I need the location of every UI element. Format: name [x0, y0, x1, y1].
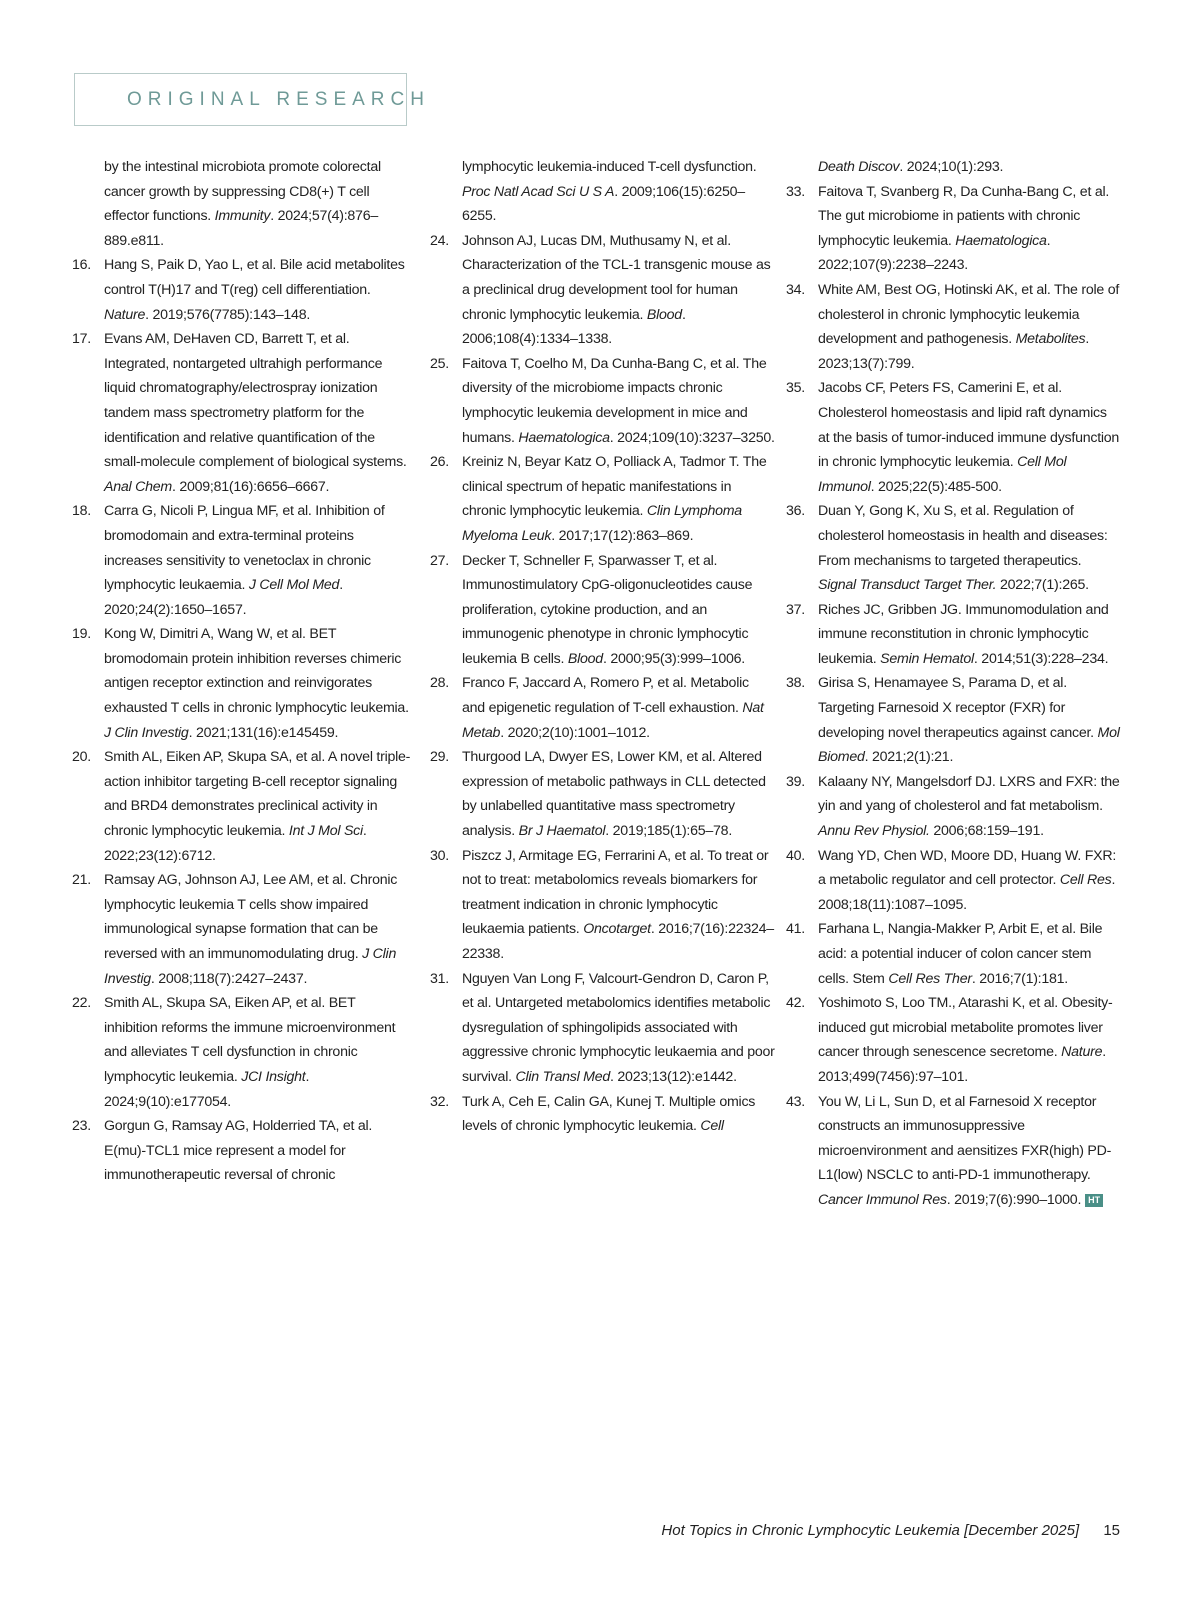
journal-name: J Clin Investig: [104, 724, 189, 741]
reference-number: 38.: [786, 675, 805, 692]
reference-text: Duan Y, Gong K, Xu S, et al. Regulation of cholesterol homeostasis in health and diseases: From mechanisms to targeted therapeutics.: [818, 503, 1108, 569]
reference-number: 27.: [430, 552, 449, 569]
citation-details: . 2013;499(7456):97–101.: [818, 1044, 1106, 1085]
reference-text: Evans AM, DeHaven CD, Barrett T, et al. Integrated, nontargeted ultrahigh performance liquid chromatography/electrospray ionization tandem mass spectrometry platform for the identification and relative quantification of the small-molecule complement of biological systems.: [104, 331, 407, 471]
citation-details: . 2008;118(7):2427–2437.: [150, 970, 308, 987]
reference-text: Smith AL, Eiken AP, Skupa SA, et al. A novel triple-action inhibitor targeting B-cell receptor signaling and BRD4 demonstrates preclinical activity in chronic lymphocytic leukemia.: [104, 749, 411, 840]
reference-number: 17.: [72, 331, 91, 348]
journal-name: Cancer Immunol Res: [818, 1191, 947, 1208]
journal-name: Annu Rev Physiol.: [818, 823, 930, 840]
reference-number: 26.: [430, 454, 449, 471]
reference-text: Nguyen Van Long F, Valcourt-Gendron D, Caron P, et al. Untargeted metabolomics identifies metabolic dysregulation of sphingolipids associated with aggressive chronic lymphocytic leukaemia and poor survival.: [462, 970, 775, 1085]
journal-name: Anal Chem: [104, 478, 172, 495]
journal-name: Haematologica: [955, 232, 1047, 249]
reference-number: 34.: [786, 281, 805, 298]
reference-item: [786, 1090, 1121, 1213]
reference-text: Jacobs CF, Peters FS, Camerini E, et al. Cholesterol homeostasis and lipid raft dynamics at the basis of tumor-induced immune dysfunction in chronic lymphocytic leukemia.: [818, 380, 1120, 471]
reference-item: [786, 671, 1121, 769]
reference-item: [786, 598, 1121, 672]
journal-name: Proc Natl Acad Sci U S A: [462, 183, 615, 200]
reference-item: [786, 155, 1121, 180]
reference-number: 41.: [786, 921, 805, 938]
journal-name: Blood: [646, 306, 682, 323]
reference-number: 18.: [72, 503, 91, 520]
citation-details: . 2008;18(11):1087–1095.: [818, 872, 1116, 913]
reference-item: [430, 745, 775, 843]
citation-details: . 2022;107(9):2238–2243.: [818, 232, 1051, 274]
section-header-box: [74, 73, 430, 126]
end-of-article-badge: HT: [1085, 1194, 1103, 1207]
citation-details: . 2009;81(16):6656–6667.: [171, 478, 330, 495]
citation-details: . 2024;109(10):3237–3250.: [609, 429, 775, 446]
reference-item: [430, 352, 775, 450]
reference-number: 43.: [786, 1093, 805, 1110]
journal-name: Signal Transduct Target Ther.: [818, 577, 997, 594]
reference-item: [786, 499, 1121, 597]
reference-item: [72, 991, 412, 1114]
citation-details: . 2019;576(7785):143–148.: [145, 306, 311, 323]
reference-text: Kreiniz N, Beyar Katz O, Polliack A, Tadmor T. The clinical spectrum of hepatic manifestations in chronic lymphocytic leukemia.: [462, 454, 767, 520]
reference-number: 36.: [786, 503, 805, 520]
reference-item: [786, 180, 1121, 278]
reference-text: Ramsay AG, Johnson AJ, Lee AM, et al. Chronic lymphocytic leukemia T cells show impaired immunological synapse formation that can be reversed with an immunomodulating drug.: [104, 872, 398, 962]
reference-item: [430, 967, 775, 1090]
references-column-1: [72, 155, 412, 1188]
reference-number: 30.: [430, 847, 449, 864]
reference-text: Farhana L, Nangia-Makker P, Arbit E, et al. Bile acid: a potential inducer of colon cancer stem cells. Stem: [818, 921, 1103, 987]
journal-name: Immunity: [214, 208, 271, 225]
journal-name: Mol Biomed: [818, 724, 1120, 766]
journal-name: Death Discov: [818, 159, 900, 175]
reference-text: Hang S, Paik D, Yao L, et al. Bile acid metabolites control T(H)17 and T(reg) cell differentiation.: [104, 257, 405, 298]
citation-details: . 2025;22(5):485-500.: [870, 478, 1002, 495]
reference-number: 22.: [72, 995, 91, 1012]
reference-item: [430, 1090, 775, 1139]
reference-item: [72, 622, 412, 745]
journal-name: Semin Hematol: [880, 650, 974, 667]
citation-details: 2022;7(1):265.: [996, 577, 1089, 594]
reference-item: [430, 549, 775, 672]
reference-number: 32.: [430, 1093, 449, 1110]
citation-details: . 2024;9(10):e177054.: [104, 1068, 310, 1110]
reference-text: Riches JC, Gribben JG. Immunomodulation and immune reconstitution in chronic lymphocytic leukemia.: [818, 601, 1109, 667]
reference-text: Franco F, Jaccard A, Romero P, et al. Metabolic and epigenetic regulation of T-cell exhaustion.: [462, 675, 749, 717]
journal-name: Int J Mol Sci: [288, 823, 363, 840]
reference-text: Kong W, Dimitri A, Wang W, et al. BET bromodomain protein inhibition reverses chimeric antigen receptor extinction and reinvigorates exhausted T cells in chronic lymphocytic leukemia.: [104, 626, 409, 717]
journal-name: Haematologica: [518, 429, 610, 446]
citation-details: . 2016;7(1):181.: [971, 970, 1068, 987]
journal-name: Oncotarget: [583, 921, 651, 938]
journal-name: J Cell Mol Med: [248, 577, 340, 594]
reference-text: Gorgun G, Ramsay AG, Holderried TA, et al. E(mu)-TCL1 mice represent a model for immunotherapeutic reversal of chronic: [104, 1118, 373, 1184]
page-number: 15: [1103, 1522, 1120, 1539]
reference-item: [430, 155, 775, 229]
reference-text: Faitova T, Coelho M, Da Cunha-Bang C, et al. The diversity of the microbiome impacts chronic lymphocytic leukemia development in mice and humans.: [462, 355, 767, 446]
citation-details: . 2024;57(4):876–889.e811.: [104, 208, 378, 249]
reference-item: [786, 376, 1121, 499]
reference-number: 40.: [786, 847, 805, 864]
reference-text: You W, Li L, Sun D, et al Farnesoid X receptor constructs an immunosuppressive microenvironment and aensitizes FXR(high) PD-L1(low) NSCLC to anti-PD-1 immunotherapy.: [818, 1093, 1112, 1184]
reference-number: 16.: [72, 257, 91, 274]
reference-item: [72, 327, 412, 499]
citation-details: . 2006;108(4):1334–1338.: [462, 306, 686, 348]
reference-number: 23.: [72, 1118, 91, 1135]
citation-details: . 2000;95(3):999–1006.: [602, 650, 745, 667]
reference-item: [430, 450, 775, 548]
citation-details: . 2009;106(15):6250–6255.: [462, 183, 745, 225]
citation-details: . 2023;13(12):e1442.: [610, 1068, 737, 1085]
citation-details: . 2019;7(6):990–1000.: [946, 1191, 1082, 1208]
journal-name: J Clin Investig: [104, 946, 397, 987]
reference-item: [786, 917, 1121, 991]
journal-name: Clin Transl Med: [515, 1068, 611, 1085]
reference-item: [72, 745, 412, 868]
reference-text: Girisa S, Henamayee S, Parama D, et al. Targeting Farnesoid X receptor (FXR) for developing novel therapeutics against cancer.: [818, 675, 1098, 741]
reference-text: Decker T, Schneller F, Sparwasser T, et al. Immunostimulatory CpG-oligonucleotides cause proliferation, cytokine production, and an immunogenic phenotype in chronic lymphocytic leukemia B cells.: [462, 552, 753, 667]
reference-number: 21.: [72, 872, 91, 889]
journal-name: Cell Res Ther: [888, 970, 972, 987]
reference-item: [786, 844, 1121, 918]
reference-number: 24.: [430, 232, 449, 249]
reference-text: Thurgood LA, Dwyer ES, Lower KM, et al. Altered expression of metabolic pathways in CLL detected by unlabelled quantitative mass spectrometry analysis.: [462, 749, 766, 840]
reference-number: 19.: [72, 626, 91, 643]
reference-item: [72, 868, 412, 991]
citation-details: . 2024;10(1):293.: [899, 159, 1004, 175]
journal-name: Blood: [567, 650, 603, 667]
reference-number: 33.: [786, 183, 805, 200]
reference-number: 25.: [430, 355, 449, 372]
reference-text: Yoshimoto S, Loo TM., Atarashi K, et al. Obesity-induced gut microbial metabolite promotes liver cancer through senescence secretome.: [818, 995, 1113, 1061]
reference-number: 35.: [786, 380, 805, 397]
references-column-3: [786, 155, 1121, 1213]
reference-text: Carra G, Nicoli P, Lingua MF, et al. Inhibition of bromodomain and extra-terminal proteins increases sensitivity to venetoclax in chronic lymphocytic leukaemia.: [104, 503, 385, 594]
citation-details: . 2021;131(16):e145459.: [188, 724, 339, 741]
reference-item: [72, 253, 412, 327]
reference-text: Johnson AJ, Lucas DM, Muthusamy N, et al. Characterization of the TCL-1 transgenic mouse as a preclinical drug development tool for human chronic lymphocytic leukemia.: [462, 232, 771, 323]
references-column-2: [430, 155, 775, 1139]
reference-text: Piszcz J, Armitage EG, Ferrarini A, et al. To treat or not to treat: metabolomics reveals biomarkers for treatment indication in chronic lymphocytic leukaemia patients.: [462, 847, 769, 938]
reference-text: Turk A, Ceh E, Calin GA, Kunej T. Multiple omics levels of chronic lymphocytic leukemia.: [462, 1093, 756, 1135]
journal-name: JCI Insight: [241, 1068, 306, 1085]
journal-name: Br J Haematol: [518, 823, 606, 840]
reference-item: [430, 671, 775, 745]
citation-details: . 2022;23(12):6712.: [104, 823, 367, 864]
reference-item: [430, 844, 775, 967]
journal-name: Nat Metab: [462, 700, 764, 741]
citation-details: . 2019;185(1):65–78.: [605, 823, 733, 840]
reference-number: 39.: [786, 773, 805, 790]
citation-details: . 2020;24(2):1650–1657.: [104, 577, 343, 618]
journal-name: Clin Lymphoma Myeloma Leuk: [462, 503, 742, 544]
citation-details: . 2023;13(7):799.: [818, 331, 1090, 372]
reference-text: White AM, Best OG, Hotinski AK, et al. The role of cholesterol in chronic lymphocytic leukemia development and pathogenesis.: [818, 281, 1120, 348]
reference-text: Smith AL, Skupa SA, Eiken AP, et al. BET inhibition reforms the immune microenvironment and alleviates T cell dysfunction in chronic lymphocytic leukemia.: [104, 995, 396, 1085]
citation-details: 2006;68:159–191.: [929, 823, 1044, 840]
citation-details: . 2017;17(12):863–869.: [551, 527, 694, 544]
reference-number: 31.: [430, 970, 449, 987]
citation-details: . 2016;7(16):22324–22338.: [462, 921, 774, 962]
reference-item: [430, 229, 775, 352]
reference-number: 37.: [786, 601, 805, 618]
journal-name: Nature: [104, 306, 146, 323]
reference-item: [72, 1114, 412, 1188]
reference-number: 42.: [786, 995, 805, 1012]
publication-title: Hot Topics in Chronic Lymphocytic Leukemia [December 2025]: [661, 1522, 1080, 1539]
section-label: ORIGINAL RESEARCH: [127, 89, 430, 110]
journal-name: Nature: [1061, 1044, 1103, 1061]
reference-number: 28.: [430, 675, 449, 692]
reference-number: 29.: [430, 749, 449, 766]
reference-item: [72, 155, 412, 253]
reference-item: [786, 991, 1121, 1089]
reference-item: [786, 770, 1121, 844]
journal-name: Cell Mol Immunol: [818, 454, 1067, 495]
citation-details: . 2020;2(10):1001–1012.: [500, 724, 650, 741]
reference-number: 20.: [72, 749, 91, 766]
reference-text: Kalaany NY, Mangelsdorf DJ. LXRS and FXR: the yin and yang of cholesterol and fat metabolism.: [818, 773, 1120, 815]
journal-name: Cell Res: [1059, 872, 1112, 889]
reference-text: by the intestinal microbiota promote colorectal cancer growth by suppressing CD8(+) T cell effector functions.: [104, 159, 381, 225]
reference-item: [72, 499, 412, 622]
reference-text: lymphocytic leukemia-induced T-cell dysfunction.: [462, 159, 757, 175]
reference-text: Wang YD, Chen WD, Moore DD, Huang W. FXR: a metabolic regulator and cell protector.: [818, 847, 1117, 889]
reference-item: [786, 278, 1121, 376]
citation-details: . 2021;2(1):21.: [864, 749, 954, 766]
citation-details: . 2014;51(3):228–234.: [973, 650, 1109, 667]
journal-name: Metabolites: [1015, 331, 1086, 348]
reference-text: Faitova T, Svanberg R, Da Cunha-Bang C, et al. The gut microbiome in patients with chronic lymphocytic leukemia.: [818, 183, 1110, 249]
page-footer: [560, 1522, 1120, 1539]
journal-name: Cell: [700, 1118, 724, 1135]
